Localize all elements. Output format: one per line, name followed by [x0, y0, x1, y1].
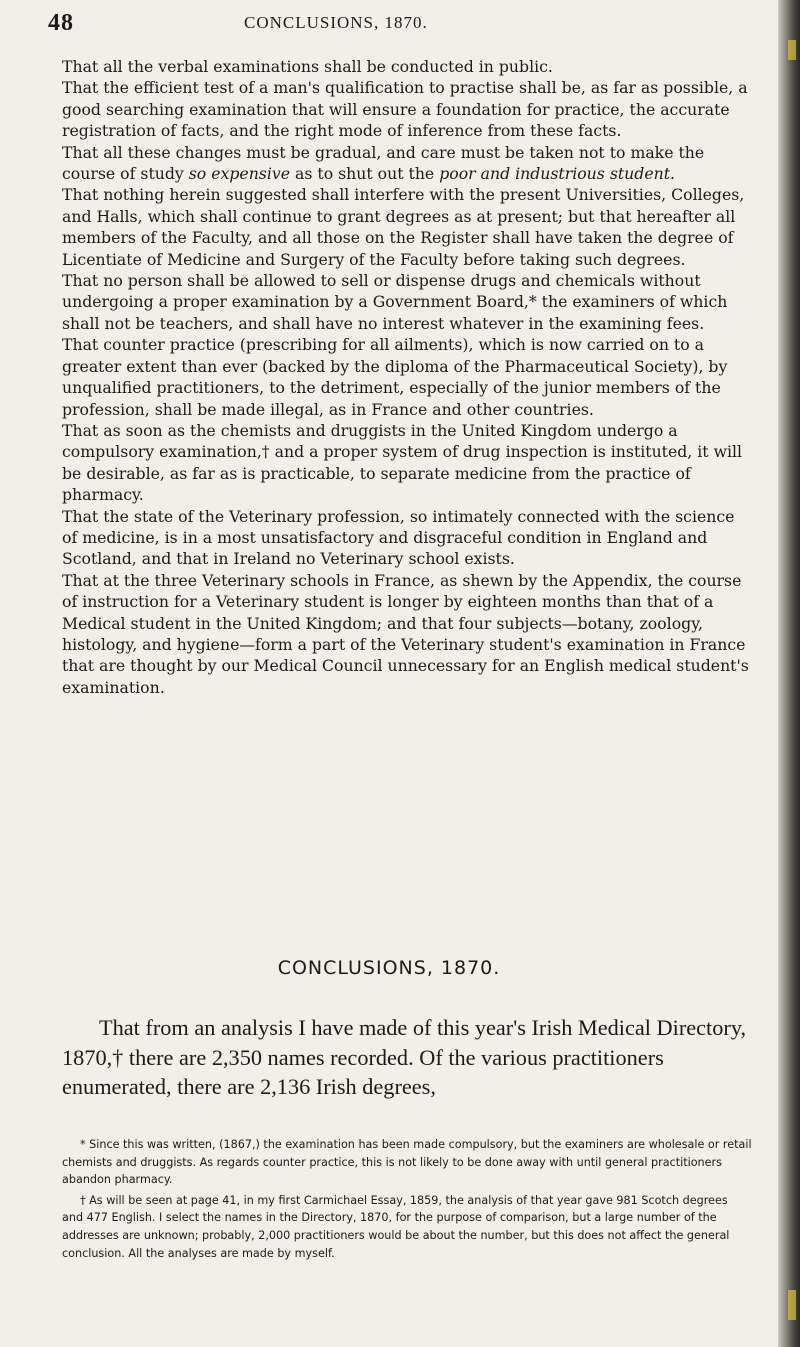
section-heading: CONCLUSIONS, 1870. [277, 957, 501, 979]
paragraph-efficient-test: That the efficient test of a man's qualification to practise shall be, as far as possible, a good searching examination that will ensure a foundation for practice, the accurate registration of facts, and the right mode of inference from these facts. [62, 78, 748, 141]
emphasis-text: poor and industrious student [439, 164, 671, 184]
footnote-1: * Since this was written, (1867,) the examination has been made compulsory, but the examiners are wholesale or retail chemists and druggists. As regards counter practice, this is not likely to be done away with until general practitioners abandon pharmacy. [62, 1138, 752, 1187]
paragraph-drugs-examination: That no person shall be allowed to sell or dispense drugs and chemicals without undergoing a proper examination by a Government Board,* the examiners of which shall not be teachers, and shall have no interest whatever in the examining fees. [62, 271, 728, 333]
paragraph-veterinary-france: That at the three Veterinary schools in France, as shewn by the Appendix, the course of instruction for a Veterinary student is longer by eighteen months than that of a Medical student in the United Kingdom; and that four subjects—botany, zoology, histology, and hygiene—form a part of the Veterinary student's examination in France that are thought by our Medical Council unnecessary for an English medical student's examination. [62, 570, 749, 697]
section-intro: That from an analysis I have made of this year's Irish Medical Directory, 1870,† there are 2,350 names recorded. Of the various practitioners enumerated, there are 2,136 Irish degrees, [62, 1015, 747, 1099]
edge-mark [788, 40, 796, 60]
paragraph-counter-practice: That counter practice (prescribing for all ailments), which is now carried on to a greater extent than ever (backed by the diploma of the Pharmaceutical Society), by unqualified practitioners, to the detriment, especially of the junior members of the profession, shall be made illegal, as in France and other countries. [62, 335, 728, 419]
paragraph-text: That all these changes must be gradual, and care must be taken not to make the course of study [62, 142, 705, 184]
emphasis-text: so expensive [188, 164, 291, 184]
paragraph-verbal-examinations: That all the verbal examinations shall be conducted in public. [62, 57, 553, 76]
footnotes [62, 1136, 752, 1265]
page-number: 48 [48, 10, 74, 36]
body-text [62, 56, 752, 698]
footnote-2: † As will be seen at page 41, in my first Carmichael Essay, 1859, the analysis of that year gave 981 Scotch degrees and 477 English. I select the names in the Directory, 1870, for the purpose of comparison, but a large number of the addresses are unknown; probably, 2,000 practitioners would be about the number, but this does not affect the general conclusion. All the analyses are made by myself. [62, 1193, 730, 1260]
paragraph-gradual-changes [62, 142, 752, 185]
running-title: CONCLUSIONS, 1870. [244, 13, 428, 32]
paragraph-text: . [670, 164, 676, 184]
edge-mark [788, 1290, 796, 1320]
paragraph-chemists-druggists: That as soon as the chemists and druggists in the United Kingdom undergo a compulsory examination,† and a proper system of drug inspection is instituted, it will be desirable, as far as is practicable, to separate medicine from the practice of pharmacy. [62, 420, 743, 505]
paragraph-veterinary-state: That the state of the Veterinary profession, so intimately connected with the science of medicine, is in a most unsatisfactory and disgraceful condition in England and Scotland, and that in Ireland no Veterinary school exists. [62, 506, 735, 569]
page-edge [778, 0, 800, 1347]
running-head [48, 10, 738, 40]
paragraph-universities: That nothing herein suggested shall interfere with the present Universities, Colleges, and Halls, which shall continue to grant degrees as at present; but that hereafter all members of the Faculty, and all those on the Register shall have taken the degree of Licentiate of Medicine and Surgery of the Faculty before taking such degrees. [62, 185, 745, 269]
paragraph-text: as to shut out the [290, 164, 440, 184]
